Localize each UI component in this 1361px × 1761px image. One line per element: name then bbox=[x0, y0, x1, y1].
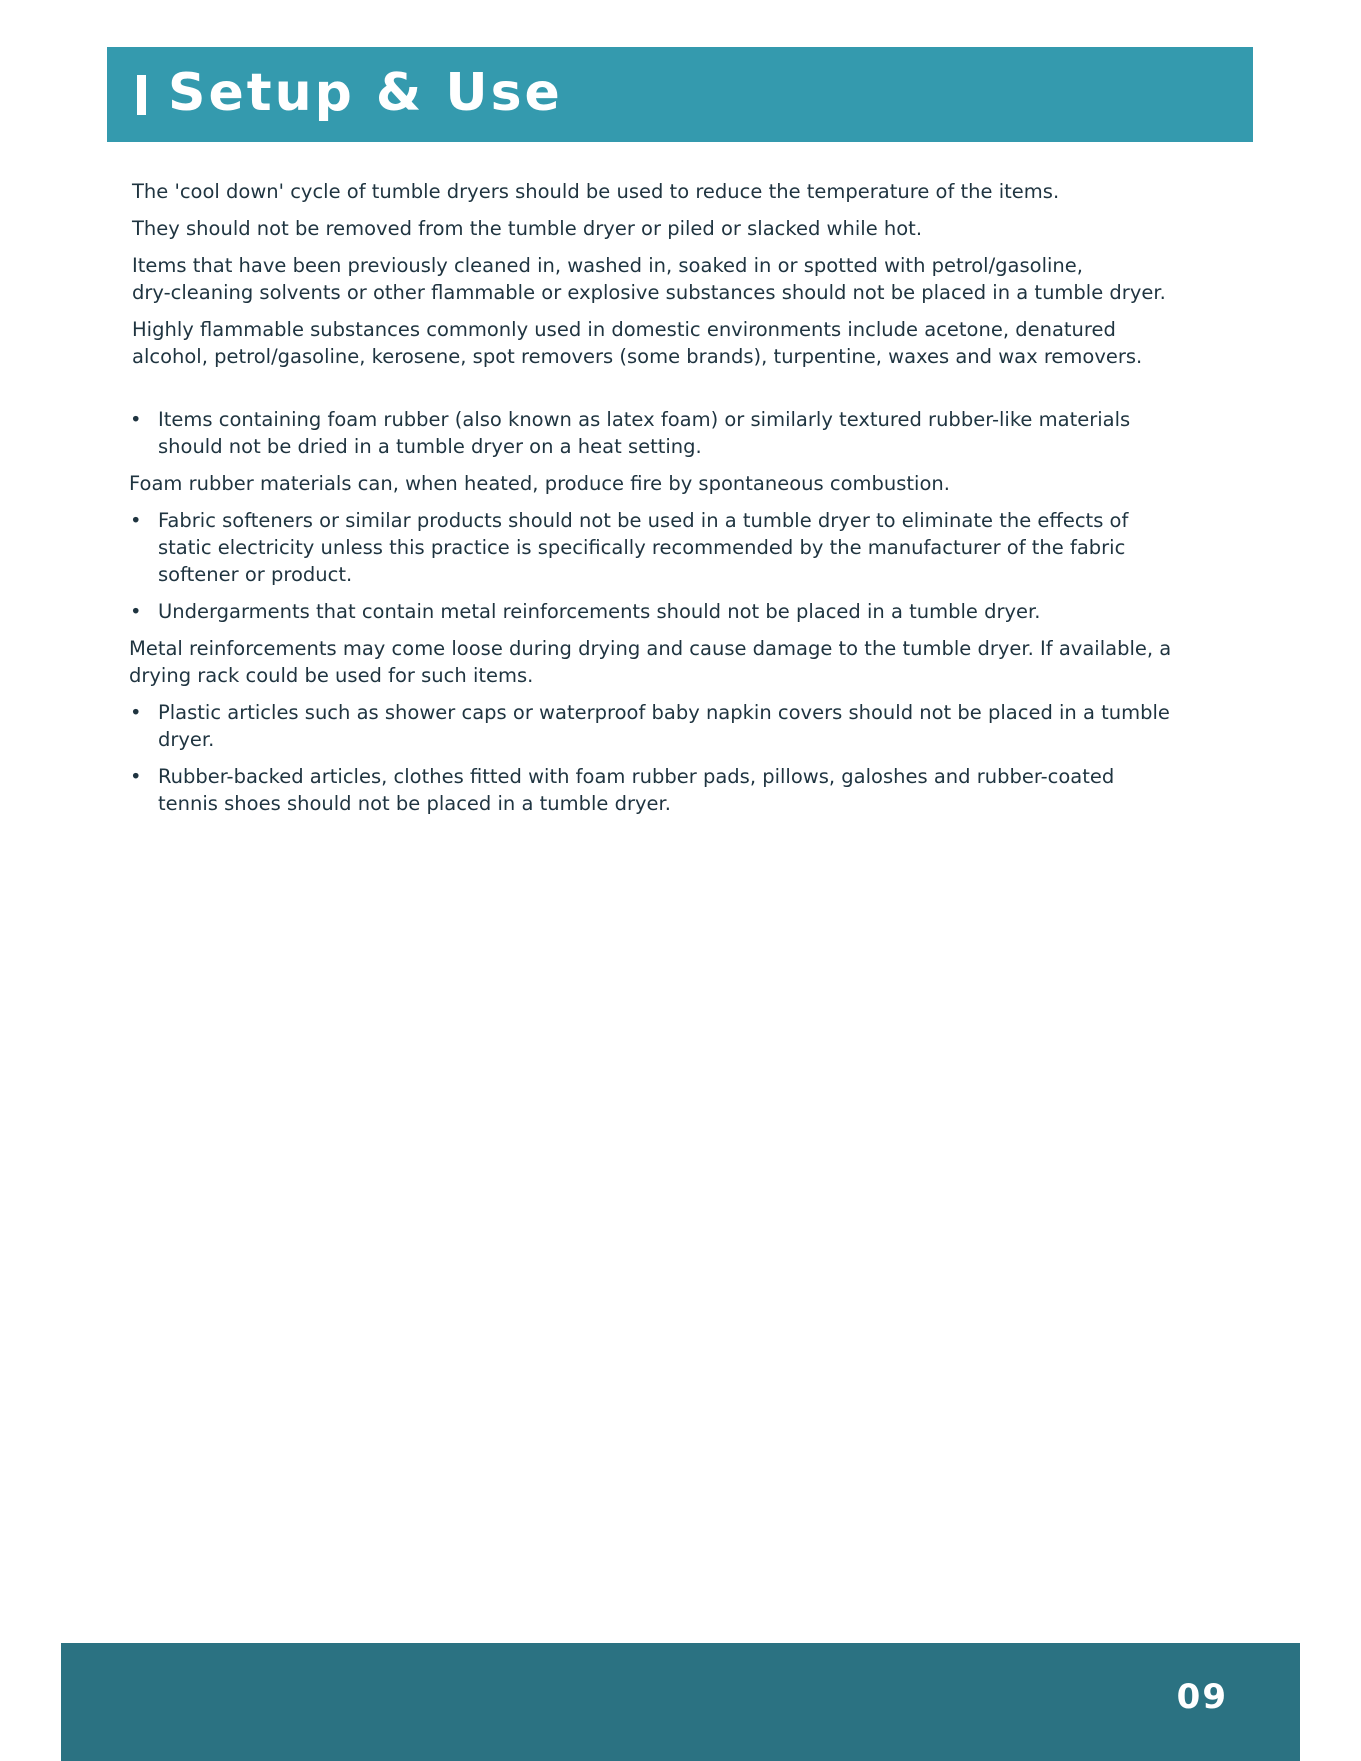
bullet-rubber-backed-line-2: tennis shoes should not be placed in a tumble dryer. bbox=[158, 792, 671, 815]
bullet-undergarments: Undergarments that contain metal reinforcements should not be placed in a tumble dryer. bbox=[158, 600, 1041, 623]
bullet-foam-rubber-line-1: Items containing foam rubber (also known as latex foam) or similarly textured rubber-like materials bbox=[158, 408, 1131, 431]
bullet-marker: • bbox=[130, 408, 142, 431]
page-title: Setup & Use bbox=[168, 63, 563, 123]
bullet-marker: • bbox=[130, 701, 142, 724]
page-footer bbox=[61, 1643, 1300, 1761]
bullet-marker: • bbox=[130, 600, 142, 623]
bullet-rubber-backed-line-1: Rubber-backed articles, clothes fitted with foam rubber pads, pillows, galoshes and rubber-coated bbox=[158, 765, 1115, 788]
bullet-fabric-softeners-line-2: static electricity unless this practice is specifically recommended by the manufacturer of the fabric bbox=[158, 536, 1126, 559]
note-foam-rubber: Foam rubber materials can, when heated, produce fire by spontaneous combustion. bbox=[129, 472, 950, 495]
bullet-plastic-line-2: dryer. bbox=[158, 728, 215, 751]
paragraph-substances-line-1: Highly flammable substances commonly used in domestic environments include acetone, denatured bbox=[132, 318, 1116, 341]
note-metal-line-1: Metal reinforcements may come loose during drying and cause damage to the tumble dryer. If available, a bbox=[129, 637, 1172, 660]
paragraph-flammable-line-1: Items that have been previously cleaned in, washed in, soaked in or spotted with petrol/gasoline, bbox=[132, 254, 1083, 277]
paragraph-flammable-line-2: dry-cleaning solvents or other flammable or explosive substances should not be placed in a tumble dryer. bbox=[132, 281, 1166, 304]
bullet-foam-rubber-line-2: should not be dried in a tumble dryer on a heat setting. bbox=[158, 435, 702, 458]
header-marker-bar bbox=[137, 75, 146, 115]
bullet-fabric-softeners-line-1: Fabric softeners or similar products should not be used in a tumble dryer to eliminate the effects of bbox=[158, 509, 1129, 532]
bullet-plastic-line-1: Plastic articles such as shower caps or waterproof baby napkin covers should not be placed in a tumble bbox=[158, 701, 1170, 724]
bullet-marker: • bbox=[130, 765, 142, 788]
paragraph-not-removed: They should not be removed from the tumble dryer or piled or slacked while hot. bbox=[132, 217, 923, 240]
page-number: 09 bbox=[1176, 1677, 1228, 1717]
paragraph-cool-down: The 'cool down' cycle of tumble dryers should be used to reduce the temperature of the items. bbox=[132, 180, 1060, 203]
bullet-marker: • bbox=[130, 509, 142, 532]
bullet-fabric-softeners-line-3: softener or product. bbox=[158, 563, 353, 586]
paragraph-substances-line-2: alcohol, petrol/gasoline, kerosene, spot removers (some brands), turpentine, waxes and wax removers. bbox=[132, 345, 1143, 368]
note-metal-line-2: drying rack could be used for such items. bbox=[129, 664, 534, 687]
section-header bbox=[107, 47, 1253, 142]
